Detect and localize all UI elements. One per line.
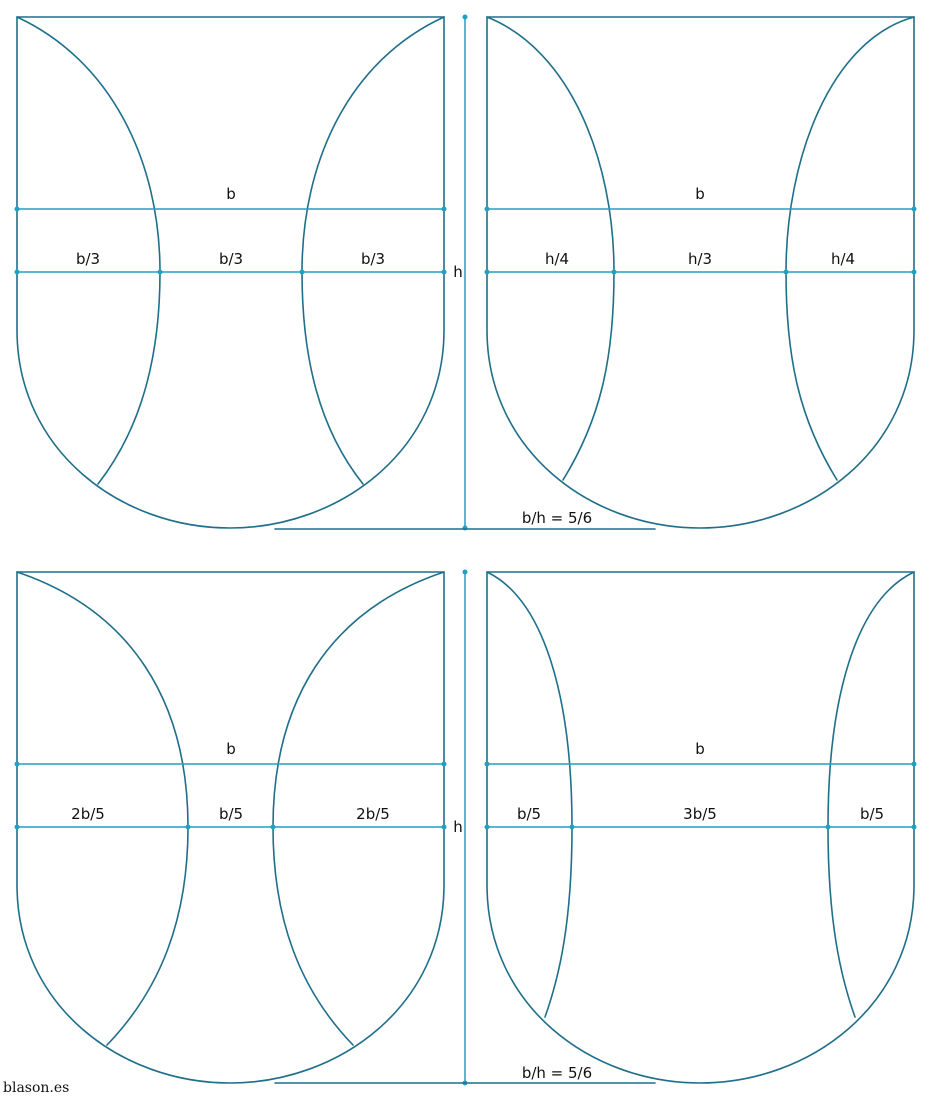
ratio-label: b/h = 5/6 — [521, 1064, 593, 1082]
guide-point — [186, 825, 191, 830]
guide-point — [463, 570, 468, 575]
guide-point — [784, 270, 789, 275]
guide-point — [912, 762, 917, 767]
shield-panel-3 — [15, 572, 447, 1083]
section-label-left: b/5 — [516, 805, 542, 823]
guide-point — [570, 825, 575, 830]
section-label-middle: 3b/5 — [683, 805, 717, 823]
guide-point — [15, 825, 20, 830]
section-label-middle: b/5 — [218, 805, 244, 823]
ratio-label: b/h = 5/6 — [521, 509, 593, 527]
site-credit: blason.es — [3, 1080, 70, 1096]
guide-point — [158, 270, 163, 275]
width-label: b — [695, 185, 705, 203]
section-label-right: b/5 — [859, 805, 885, 823]
guide-point — [485, 762, 490, 767]
section-label-middle: b/3 — [218, 250, 244, 268]
section-label-right: b/3 — [360, 250, 386, 268]
height-label: h — [453, 818, 463, 836]
width-label: b — [226, 740, 236, 758]
guide-point — [612, 270, 617, 275]
guide-point — [271, 825, 276, 830]
guide-point — [463, 15, 468, 20]
guide-point — [300, 270, 305, 275]
guide-point — [442, 207, 447, 212]
guide-point — [442, 762, 447, 767]
guide-point — [15, 207, 20, 212]
guide-point — [485, 270, 490, 275]
guide-point — [442, 825, 447, 830]
flank-curve-left — [487, 17, 614, 480]
width-label: b — [226, 185, 236, 203]
section-label-right: 2b/5 — [356, 805, 390, 823]
flank-curve-right — [786, 17, 914, 480]
height-label: h — [453, 263, 463, 281]
section-label-right: h/4 — [830, 250, 856, 268]
guide-point — [485, 207, 490, 212]
section-label-left: h/4 — [544, 250, 570, 268]
flank-curve-left — [487, 572, 572, 1017]
guide-point — [912, 270, 917, 275]
guide-point — [442, 270, 447, 275]
shield-panel-4 — [485, 572, 917, 1083]
guide-point — [826, 825, 831, 830]
guide-point — [15, 270, 20, 275]
width-label: b — [695, 740, 705, 758]
shield-panel-1 — [15, 17, 447, 528]
guide-point — [485, 825, 490, 830]
section-label-left: 2b/5 — [71, 805, 105, 823]
section-label-left: b/3 — [75, 250, 101, 268]
guide-point — [912, 207, 917, 212]
flank-curve-right — [828, 572, 914, 1017]
section-label-middle: h/3 — [687, 250, 713, 268]
shield-panel-2 — [485, 17, 917, 528]
guide-point — [912, 825, 917, 830]
guide-point — [15, 762, 20, 767]
